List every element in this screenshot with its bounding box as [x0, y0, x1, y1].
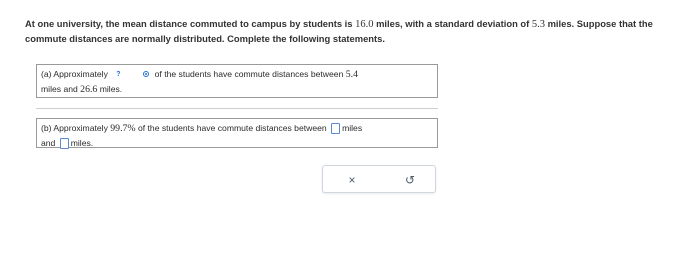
undo-button[interactable] — [401, 171, 419, 189]
mean-value: 16.0 — [355, 19, 374, 30]
answer-input-low[interactable] — [331, 123, 340, 134]
part-b-box — [36, 118, 438, 148]
part-a-middle: of the students have commute distances between — [154, 69, 344, 79]
problem-text-1: At one university, the mean distance commuted to campus by students is — [25, 18, 356, 29]
part-a-prefix: (a) Approximately — [41, 69, 108, 79]
part-b-unit1: miles — [342, 123, 363, 133]
part-b-prefix: (b) Approximately — [41, 123, 108, 133]
part-a-high: 26.6 — [80, 84, 98, 95]
problem-text-2: miles, with a standard deviation of — [373, 18, 532, 29]
sd-value: 5.3 — [531, 19, 545, 30]
part-a-line2-suffix: miles. — [99, 84, 123, 94]
part-b-line-2 — [41, 136, 433, 150]
dropdown-caret-icon — [143, 71, 149, 77]
close-icon: × — [348, 173, 356, 187]
part-b-and: and — [41, 138, 56, 148]
undo-icon: ↺ — [404, 173, 416, 187]
answer-input-high[interactable] — [60, 138, 69, 149]
divider — [36, 108, 438, 109]
part-b-percent: 99.7% — [110, 123, 136, 134]
answer-toolbar — [322, 165, 436, 193]
part-b-middle: of the students have commute distances between — [137, 123, 327, 133]
clear-button[interactable] — [343, 171, 361, 189]
problem-statement — [25, 17, 693, 46]
part-a-line2-prefix: miles and — [41, 84, 78, 94]
part-a-line-2 — [41, 82, 433, 97]
part-b-line-1 — [41, 121, 433, 136]
part-b-end: . — [90, 138, 94, 148]
part-a-line-1 — [41, 67, 433, 82]
part-a-box — [36, 64, 438, 98]
dropdown-placeholder: ? — [116, 70, 121, 78]
percent-dropdown[interactable] — [113, 70, 149, 80]
part-a-low: 5.4 — [345, 69, 358, 80]
problem-text-3: miles. Suppose that the commute distances are normally distributed. Complete the following statements. — [25, 18, 653, 44]
part-b-unit2: miles — [70, 138, 91, 148]
